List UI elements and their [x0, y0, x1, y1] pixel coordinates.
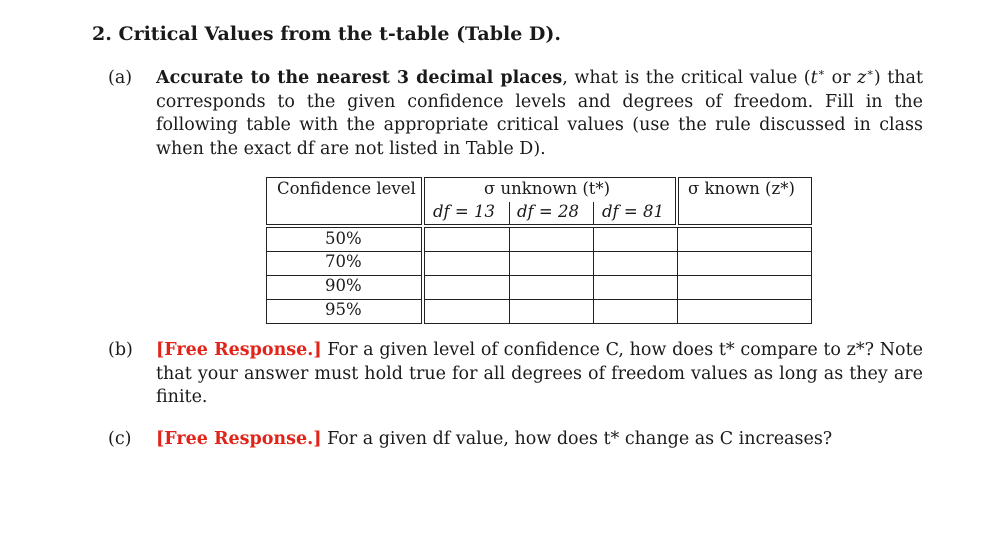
critical-values-table [266, 177, 812, 324]
answer-grid [424, 227, 812, 324]
header-confidence-level: Confidence level [277, 179, 416, 198]
df-divider-1 [509, 202, 510, 225]
header-sigma-known: σ known (z*) [688, 179, 795, 198]
header-df-81: df = 81 [602, 202, 664, 221]
header-conf-cell [266, 177, 422, 225]
part-a-bold-lead: Accurate to the nearest 3 decimal places [156, 68, 563, 88]
part-a [108, 67, 923, 161]
row-label-90: 90% [325, 276, 362, 295]
header-df-13: df = 13 [433, 202, 495, 221]
header-known-cell [678, 177, 812, 225]
part-a-text-1: , what is the critical value ( [562, 68, 811, 88]
row-label-70: 70% [325, 252, 362, 271]
part-b-free-response-tag: [Free Response.] [156, 340, 322, 360]
part-c-question: For a given df value, how does t* change as C increases? [327, 429, 833, 449]
row-label-50: 50% [325, 229, 362, 248]
header-unknown-cell [424, 177, 676, 225]
part-b-text [156, 339, 923, 410]
confidence-column [266, 227, 422, 324]
zstar-symbol: z [857, 68, 867, 88]
part-b-question: For a given level of confidence C, how does t* compare to z*? Note that your answer must hold true for all degrees of freedom values as long as they are finite. [156, 340, 923, 407]
header-sigma-unknown: σ unknown (t*) [484, 179, 611, 198]
header-df-28: df = 28 [517, 202, 579, 221]
question-title: 2. Critical Values from the t-table (Table D). [92, 23, 561, 45]
part-b-label: (b) [108, 340, 133, 360]
part-a-text-2: ) that corresponds to the given confidence levels and degrees of freedom. Fill in the following table with the appropriate critical values (use the rule discussed in class when the exact df are not listed in Table D). [156, 68, 923, 159]
part-c-label: (c) [108, 429, 132, 449]
part-c [108, 428, 923, 452]
tstar-symbol: t [810, 68, 818, 88]
row-label-95: 95% [325, 300, 362, 319]
df-divider-2 [593, 202, 594, 225]
part-c-text [156, 428, 923, 452]
part-a-or: or [825, 68, 858, 88]
part-c-free-response-tag: [Free Response.] [156, 429, 322, 449]
part-b [108, 339, 923, 410]
part-a-label: (a) [108, 68, 133, 88]
part-a-text: Accurate to the nearest 3 decimal places, what is the critical value (t∗ or z∗) that corresponds to the given confidence levels and degrees of freedom. Fill in the following table with the appropriate critical values (use the rule discussed in class when the exact df are not listed in Table D). [156, 66, 923, 159]
